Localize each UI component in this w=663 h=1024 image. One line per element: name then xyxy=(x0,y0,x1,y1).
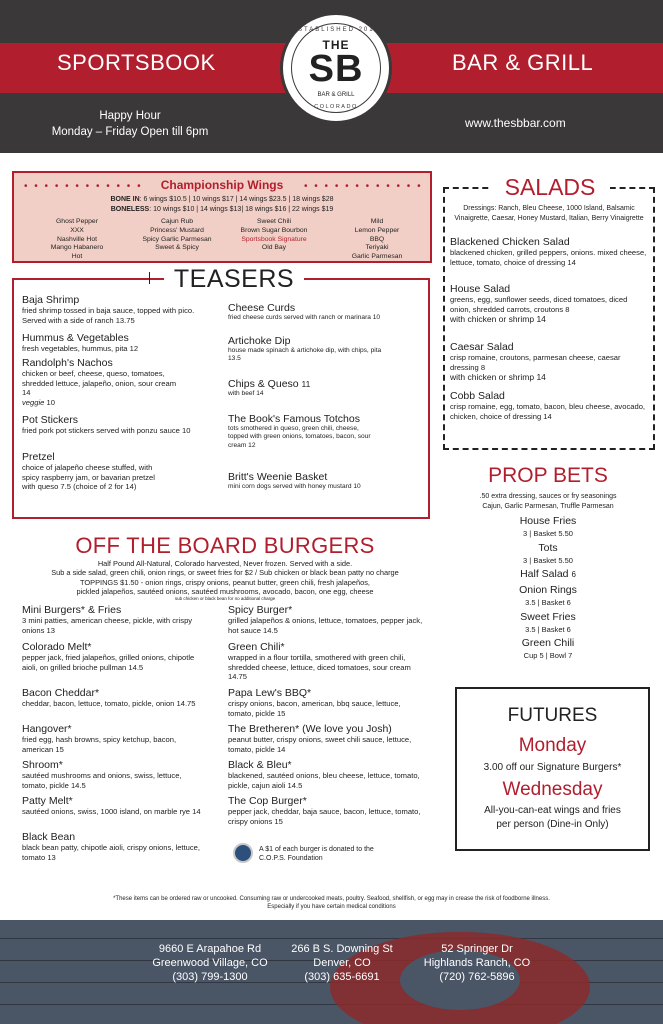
salad-item xyxy=(450,390,650,421)
disclaimer-line2: Especially if you have certain medical conditions xyxy=(267,904,396,910)
burger-name: The Cop Burger* xyxy=(228,795,307,807)
logo-established: ESTABLISHED 2012 xyxy=(292,27,380,33)
wings-flavors-col3 xyxy=(224,218,324,253)
salad-desc: crisp romaine, egg, tomato, bacon, bleu cheese, avocado, chicken, choice of dressing 14 xyxy=(450,402,646,421)
wings-dots-left: • • • • • • • • • • • • xyxy=(24,181,143,192)
flavor: Old Bay xyxy=(261,244,287,252)
wings-flavors-col2 xyxy=(132,218,222,253)
bar-grill-label: BAR & GRILL xyxy=(452,50,594,75)
burgers-sub-line: TOPPINGS $1.50 - onion rings, crispy onions, peanut butter, green chili, fresh jalapeños, xyxy=(80,577,370,587)
prop-item-name: Green Chili xyxy=(521,637,575,649)
prop-item-name: Sweet Fries xyxy=(520,611,576,623)
teaser-desc: chicken or beef, cheese, queso, tomatoes, shredded lettuce, jalapeño, onion, sour cream 14 xyxy=(22,369,177,397)
location-phone[interactable]: (303) 799-1300 xyxy=(172,971,248,983)
flavor: Cajun Rub xyxy=(160,218,194,225)
website-link[interactable]: www.thesbbar.com xyxy=(465,116,566,130)
prop-item-name: Onion Rings xyxy=(519,584,577,596)
burger-desc: pepper jack, cheddar, baja sauce, bacon, lettuce, tomato, crispy onions 15 xyxy=(228,807,421,826)
teaser-price: 11 xyxy=(301,379,311,389)
burger-desc: grilled jalapeños & onions, lettuce, tomatoes, pepper jack, hot sauce 14.5 xyxy=(228,616,423,635)
boneless-prices: : 10 wings $10 | 14 wings $13| 18 wings $16 | 22 wings $19 xyxy=(149,206,334,213)
burger-name: The Bretheren* (We love you Josh) xyxy=(228,723,392,735)
burger-item xyxy=(22,795,202,817)
cops-donation xyxy=(259,845,374,863)
prop-item-price: 3 | Basket 5.50 xyxy=(523,529,573,538)
prop-item-half-salad xyxy=(440,568,656,580)
teaser-item xyxy=(22,332,202,354)
wings-prices xyxy=(14,195,430,215)
burger-name: Mini Burgers* & Fries xyxy=(22,604,122,616)
prop-item-name: Tots xyxy=(538,542,558,554)
logo-bar-grill: BAR & GRILL xyxy=(317,92,355,98)
teaser-desc: choice of jalapeño cheese stuffed, with spicy raspberry jam, or bavarian pretzel with queso 7.5 (choice of 2 for 14) xyxy=(22,463,155,491)
teaser-name: The Book's Famous Totchos xyxy=(228,413,360,425)
burger-item xyxy=(228,759,428,790)
burger-desc: sautéed onions, swiss, 1000 island, on marble rye 14 xyxy=(22,807,201,816)
location-city: Greenwood Village, CO xyxy=(152,957,268,969)
wings-flavors-col1 xyxy=(32,218,122,262)
teaser-desc: with beef 14 xyxy=(228,390,264,397)
prop-bets-sub2: Cajun, Garlic Parmesan, Truffle Parmesan xyxy=(482,502,614,510)
salad-item xyxy=(450,283,650,325)
burgers-sub-tiny: sub chicken or black bean for no additional charge xyxy=(174,596,276,602)
teaser-desc: fried shrimp tossed in baja sauce, topped with pico. Served with a side of ranch 13.75 xyxy=(22,306,195,325)
salad-desc: crisp romaine, croutons, parmesan cheese, caesar dressing 8 xyxy=(450,353,621,372)
logo-colorado: COLORADO xyxy=(314,104,358,110)
burger-item xyxy=(228,687,428,718)
flavor: Princess' Mustard xyxy=(150,226,204,234)
prop-item-price: 3.5 | Basket 6 xyxy=(525,598,571,607)
flavor: Mango Habanero xyxy=(50,244,104,252)
burgers-sub-line: Sub a side salad, green chili, onion rings, or sweet fries for $2 / Sub chicken or black bean patty no charge xyxy=(51,568,399,578)
burger-item xyxy=(22,641,202,672)
burger-desc: fried egg, hash browns, spicy ketchup, bacon, american 15 xyxy=(22,735,177,754)
food-disclaimer xyxy=(10,895,653,911)
futures-wednesday-text2: per person (Dine-in Only) xyxy=(496,819,609,830)
burger-name: Papa Lew's BBQ* xyxy=(228,687,312,699)
prop-item-name: Half Salad xyxy=(520,568,569,580)
burger-name: Shroom* xyxy=(22,759,63,771)
teaser-name: Pretzel xyxy=(22,451,55,463)
burger-item xyxy=(228,795,428,826)
sb-logo xyxy=(280,12,392,124)
flavor: Garlic Parmesan xyxy=(351,253,403,261)
location-street: 9660 E Arapahoe Rd xyxy=(158,943,262,955)
flavor: Mild xyxy=(370,218,384,225)
bone-in-label: BONE IN xyxy=(110,196,140,203)
burger-desc: black bean patty, chipotle aioli, crispy onions, lettuce, tomato 13 xyxy=(22,843,200,862)
location-phone[interactable]: (303) 635-6691 xyxy=(304,971,380,983)
flavor: Sweet & Spicy xyxy=(155,244,199,252)
burger-name: Colorado Melt* xyxy=(22,641,92,653)
location-highlands xyxy=(397,942,557,984)
prop-item-price: 6 xyxy=(571,570,576,579)
flavor: Spicy Garlic Parmesan xyxy=(142,235,212,243)
teaser-item xyxy=(22,414,202,436)
flavor: Ghost Pepper xyxy=(56,218,98,225)
burger-desc: blackened, sautéed onions, bleu cheese, lettuce, tomato, pickle, cajun aioli 14.5 xyxy=(228,771,420,790)
cops-line1: A $1 of each burger is donated to the xyxy=(259,846,374,853)
teaser-name: Cheese Curds xyxy=(228,302,296,314)
flavor: Teriyaki xyxy=(365,244,389,252)
location-street: 266 B S. Downing St xyxy=(291,943,393,955)
cops-line2: C.O.P.S. Foundation xyxy=(259,855,323,862)
bone-in-prices: : 6 wings $10.5 | 10 wings $17 | 14 wings $23.5 | 18 wings $28 xyxy=(139,196,334,203)
burger-item xyxy=(228,723,428,754)
burger-desc: peanut butter, crispy onions, sweet chili sauce, lettuce, tomato, pickle 14 xyxy=(228,735,412,754)
teasers-title: TEASERS xyxy=(164,265,304,294)
teasers-box xyxy=(12,265,430,519)
teaser-item xyxy=(228,302,418,322)
teaser-item xyxy=(228,471,418,491)
salad-name: House Salad xyxy=(450,283,511,295)
flavor: Lemon Pepper xyxy=(354,226,400,234)
flavor: XXX xyxy=(70,226,84,234)
wings-title: Championship Wings xyxy=(160,178,284,192)
prop-bets-title: PROP BETS xyxy=(488,464,608,487)
prop-item-price: 3 | Basket 5.50 xyxy=(523,556,573,565)
burger-desc: cheddar, bacon, lettuce, tomato, pickle, onion 14.75 xyxy=(22,699,196,708)
teaser-name: Baja Shrimp xyxy=(22,294,80,306)
prop-item-price: 3.5 | Basket 6 xyxy=(525,625,571,634)
burger-desc: 3 mini patties, american cheese, pickle, with crispy onions 13 xyxy=(22,616,193,635)
wings-flavors-col4 xyxy=(332,218,422,262)
salad-name: Cobb Salad xyxy=(450,390,505,402)
location-phone[interactable]: (720) 762-5896 xyxy=(439,971,515,983)
salad-extra: with chicken or shrimp 14 xyxy=(450,314,546,324)
burgers-sub-line: Half Pound All-Natural, Colorado harvested, Never frozen. Served with a side. xyxy=(97,559,353,568)
teaser-item xyxy=(228,378,388,398)
salad-desc: greens, egg, sunflower seeds, diced tomatoes, diced onion, shredded carrots, croutons 8 xyxy=(450,295,628,314)
teaser-name-text: Chips & Queso xyxy=(228,378,299,390)
salad-item xyxy=(450,341,650,383)
prop-item-price: Cup 5 | Bowl 7 xyxy=(523,651,573,660)
salad-dressings: Dressings: Ranch, Bleu Cheese, 1000 Island, Balsamic Vinaigrette, Caesar, Honey Mustard, Italian, Berry Vinaigrette xyxy=(454,205,644,222)
logo-sb: SB xyxy=(308,48,364,90)
burger-name: Green Chili* xyxy=(228,641,285,653)
teaser-desc: fried cheese curds served with ranch or marinara 10 xyxy=(228,314,381,321)
burger-item xyxy=(228,641,428,682)
teaser-extra xyxy=(22,398,182,408)
flavor: Nashville Hot xyxy=(56,235,98,243)
futures-box xyxy=(455,687,650,851)
championship-wings-box xyxy=(12,171,432,263)
burger-name: Black Bean xyxy=(22,831,76,843)
location-street: 52 Springer Dr xyxy=(441,943,513,955)
location-city: Highlands Ranch, CO xyxy=(423,957,531,969)
burger-desc: wrapped in a flour tortilla, smothered with green chili, shredded cheese, lettuce, diced tomatoes, sour cream 14.75 xyxy=(228,653,411,681)
flavor: BBQ xyxy=(369,235,385,243)
futures-wednesday: Wednesday xyxy=(502,779,603,800)
salad-name: Caesar Salad xyxy=(450,341,514,353)
salad-extra: with chicken or shrimp 14 xyxy=(450,372,546,382)
burgers-title: OFF THE BOARD BURGERS xyxy=(75,533,375,558)
salad-item xyxy=(450,236,650,267)
prop-item-name: House Fries xyxy=(519,515,577,527)
veggie-price: 10 xyxy=(46,397,55,407)
happy-hour-title: Happy Hour xyxy=(99,110,161,122)
teaser-desc: mini corn dogs served with honey mustard 10 xyxy=(228,483,361,490)
futures-monday: Monday xyxy=(518,735,587,756)
teaser-name: Britt's Weenie Basket xyxy=(228,471,328,483)
burger-name: Hangover* xyxy=(22,723,72,735)
burger-item xyxy=(22,723,202,754)
burger-item xyxy=(22,687,202,709)
teaser-item xyxy=(22,451,162,492)
teaser-desc: house made spinach & artichoke dip, with chips, pita 13.5 xyxy=(228,347,382,363)
teaser-name: Pot Stickers xyxy=(22,414,79,426)
logo-the: THE xyxy=(322,38,350,52)
burger-item xyxy=(22,831,202,862)
teaser-item xyxy=(228,413,378,450)
cops-badge-icon xyxy=(233,843,253,863)
teasers-tick-left xyxy=(149,272,150,284)
futures-title: FUTURES xyxy=(507,705,598,726)
teaser-name xyxy=(228,378,388,390)
burgers-sub-line: pickled jalapeños, sautéed onions, sautéed mushrooms, avocado, bacon, one egg, cheese xyxy=(76,586,374,596)
location-city: Denver, CO xyxy=(313,957,371,969)
boneless-label: BONELESS xyxy=(110,206,150,213)
happy-hour-times: Monday – Friday Open till 6pm xyxy=(51,126,209,138)
burger-name: Patty Melt* xyxy=(22,795,73,807)
flavor: Brown Sugar Bourbon xyxy=(240,226,308,234)
teaser-desc: fresh vegetables, hummus, pita 12 xyxy=(22,344,139,353)
wood-plank-line xyxy=(0,938,663,939)
teaser-name: Hummus & Vegetables xyxy=(22,332,129,344)
disclaimer-line1: *These items can be ordered raw or uncooked. Consuming raw or undercooked meats, poultry. Seafood, shellfish, or egg may in crease the risk of foodborne illness. xyxy=(113,896,550,902)
burgers-subtitle xyxy=(15,559,435,602)
veggie-label: veggie xyxy=(22,397,45,407)
salad-name: Blackened Chicken Salad xyxy=(450,236,570,248)
flavor: Sportsbook Signature xyxy=(241,235,307,243)
burger-desc: sautéed mushrooms and onions, swiss, lettuce, tomato, pickle 14.5 xyxy=(22,771,182,790)
burger-name: Bacon Cheddar* xyxy=(22,687,100,699)
teaser-item xyxy=(22,357,182,407)
burger-desc: pepper jack, fried jalapeños, grilled onions, chipotle aioli, on grilled brioche pullman 14.5 xyxy=(22,653,195,672)
happy-hour xyxy=(45,108,215,140)
burger-desc: crispy onions, bacon, american, bbq sauce, lettuce, tomato, pickle 15 xyxy=(228,699,401,718)
prop-bets-sub1: .50 extra dressing, sauces or fry seasonings xyxy=(479,493,617,500)
burger-name: Spicy Burger* xyxy=(228,604,293,616)
teaser-name: Artichoke Dip xyxy=(228,335,291,347)
salads-box xyxy=(443,174,655,450)
burger-item xyxy=(228,604,428,635)
sportsbook-label: SPORTSBOOK xyxy=(57,50,216,75)
burger-item xyxy=(22,604,212,635)
futures-wednesday-text1: All-you-can-eat wings and fries xyxy=(484,805,621,816)
teaser-name: Randolph's Nachos xyxy=(22,357,113,369)
teaser-item xyxy=(22,294,202,325)
teaser-item xyxy=(228,335,388,364)
header xyxy=(0,0,663,153)
flavor: Sweet Chili xyxy=(257,218,291,225)
flavor: Hot xyxy=(71,253,83,261)
salad-desc: blackened chicken, grilled peppers, onions. mixed cheese, lettuce, tomato, choice of dressing 14 xyxy=(450,248,647,267)
futures-monday-text: 3.00 off our Signature Burgers* xyxy=(483,762,622,773)
burger-item xyxy=(22,759,202,790)
salads-title: SALADS xyxy=(490,174,610,201)
wings-dots-right: • • • • • • • • • • • • xyxy=(304,181,423,192)
teaser-desc: tots smothered in queso, green chili, cheese, topped with green onions, tomatoes, bacon, sour cream 12 xyxy=(228,425,371,449)
teaser-desc: fried pork pot stickers served with ponzu sauce 10 xyxy=(22,426,191,435)
prop-bets-sub xyxy=(440,492,656,511)
burger-name: Black & Bleu* xyxy=(228,759,292,771)
